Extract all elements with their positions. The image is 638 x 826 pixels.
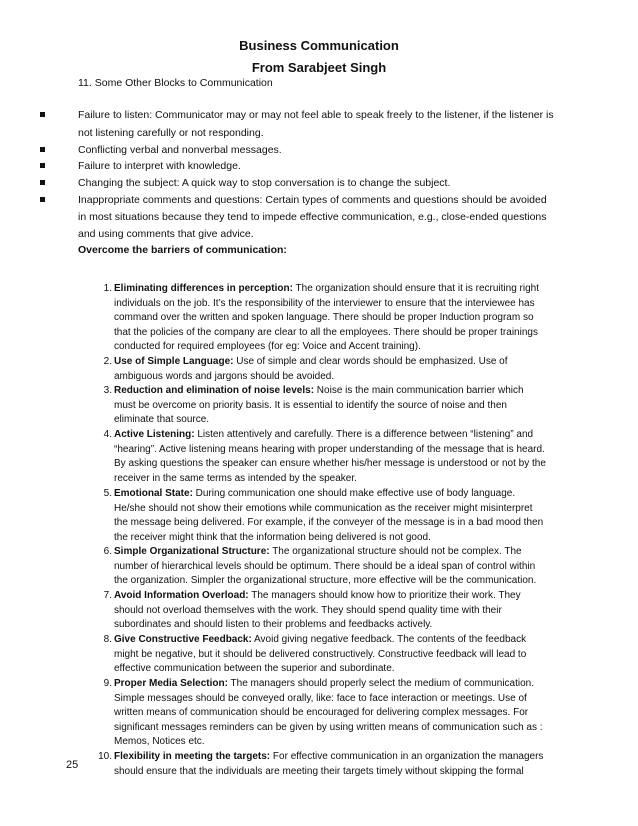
- item-line: should not overload themselves with the work. They should spend quality time with their: [114, 604, 502, 616]
- bullet-text: Changing the subject: A quick way to stop conversation is to change the subject.: [78, 177, 451, 189]
- bullet-text: Conflicting verbal and nonverbal messages.: [78, 144, 282, 156]
- item-number: 1.: [103, 283, 112, 294]
- bullet-text: Failure to interpret with knowledge.: [78, 160, 241, 172]
- item-line: [114, 384, 574, 399]
- square-bullet-icon: [40, 163, 45, 168]
- item-line: individuals on the job. It’s the responsibility of the interviewer to ensure that the interviewee has: [114, 297, 535, 309]
- section-title: 11. Some Other Blocks to Communication: [78, 77, 273, 89]
- item-line: Memos, Notices etc.: [114, 736, 205, 748]
- item-line: [114, 545, 574, 560]
- item-line: should ensure that the individuals are meeting their targets timely without skipping the formal: [114, 765, 524, 777]
- item-body: [114, 677, 574, 750]
- item-title: Give Constructive Feedback:: [114, 634, 252, 645]
- item-text: Avoid giving negative feedback. The contents of the feedback: [251, 634, 527, 645]
- item-body: [114, 384, 574, 428]
- bullet-text: and using comments that give advice.: [78, 228, 254, 240]
- item-body: [114, 355, 574, 384]
- item-line: eliminate that source.: [114, 414, 210, 426]
- item-line: [114, 282, 574, 297]
- overcome-heading: Overcome the barriers of communication:: [78, 244, 287, 256]
- item-text: Listen attentively and carefully. There is a difference between “listening” and: [194, 429, 534, 440]
- item-line: [114, 487, 574, 502]
- square-bullet-icon: [40, 147, 45, 152]
- item-line: the organization. Simpler the organizational structure, more effective will be the communication.: [114, 575, 537, 587]
- item-body: [114, 589, 574, 633]
- item-text: The organizational structure should not be complex. The: [269, 546, 522, 557]
- item-line: [114, 633, 574, 648]
- item-text: Use of simple and clear words should be emphasized. Use of: [233, 356, 508, 367]
- item-text: Noise is the main communication barrier which: [314, 385, 524, 396]
- item-line: the receiver might think that the information being delivered is not good.: [114, 531, 431, 543]
- item-line: might be negative, but it should be delivered constructively. Constructive feedback will lead to: [114, 648, 527, 660]
- item-title: Flexibility in meeting the targets:: [114, 751, 271, 762]
- item-line: command over the written and spoken language. There should be proper Induction program so: [114, 312, 534, 324]
- item-line: By asking questions the speaker can ensure whether his/her message is understood or not by the: [114, 458, 546, 470]
- bullet-text: Failure to listen: Communicator may or may not feel able to speak freely to the listener, if the listener is: [78, 109, 554, 121]
- item-text: During communication one should make effective use of body language.: [192, 488, 516, 499]
- document-subtitle: From Sarabjeet Singh: [251, 60, 387, 75]
- square-bullet-icon: [40, 197, 45, 202]
- item-title: Emotional State:: [114, 488, 193, 499]
- item-title: Avoid Information Overload:: [114, 590, 249, 601]
- item-line: He/she should not show their emotions while communication as the receiver might misinterpret: [114, 502, 533, 514]
- item-title: Use of Simple Language:: [114, 356, 234, 367]
- item-line: Simple messages should be conveyed orally, like: face to face interaction or meetings. Use of: [114, 692, 527, 704]
- item-line: significant messages reminders can be given by using written means of communication such as :: [114, 721, 543, 733]
- item-line: [114, 428, 574, 443]
- item-title: Eliminating differences in perception:: [114, 283, 293, 294]
- item-line: conducted for required employees (for eg: Voice and Accent training).: [114, 341, 421, 353]
- item-line: [114, 589, 574, 604]
- item-number: 2.: [103, 356, 112, 367]
- document-title: Business Communication: [239, 38, 399, 53]
- item-title: Reduction and elimination of noise levels:: [114, 385, 315, 396]
- item-line: number of hierarchical levels should be optimum. There should be a ideal span of control within: [114, 560, 536, 572]
- item-number: 6.: [103, 546, 112, 557]
- item-line: receiver in the same terms as intended by the speaker.: [114, 472, 357, 484]
- item-line: ambiguous words and jargons should be avoided.: [114, 370, 335, 382]
- item-text: The managers should properly select the medium of communication.: [227, 678, 535, 689]
- item-body: [114, 545, 574, 589]
- item-line: [114, 677, 574, 692]
- item-line: [114, 355, 574, 370]
- item-text: For effective communication in an organization the managers: [270, 751, 544, 762]
- item-title: Simple Organizational Structure:: [114, 546, 270, 557]
- item-number: 5.: [103, 488, 112, 499]
- bullet-text: in most situations because they tend to impede effective communication, e.g., close-ended questions: [78, 211, 547, 223]
- item-number: 3.: [103, 385, 112, 396]
- page-number: 25: [66, 759, 79, 771]
- item-body: [114, 633, 574, 677]
- item-line: “hearing”. Active listening means hearing with proper understanding of the message that is heard.: [114, 443, 545, 455]
- item-title: Active Listening:: [114, 429, 195, 440]
- item-line: subordinates and should listen to their problems and feedbacks actively.: [114, 619, 433, 631]
- item-line: written means of communication should be encouraged for delivering complex messages. For: [114, 707, 529, 719]
- item-body: [114, 750, 574, 779]
- item-text: The managers should know how to prioritize their work. They: [248, 590, 521, 601]
- square-bullet-icon: [40, 112, 45, 117]
- item-line: [114, 750, 574, 765]
- item-number: 7.: [103, 590, 112, 601]
- item-text: The organization should ensure that it is recruiting right: [292, 283, 539, 294]
- square-bullet-icon: [40, 180, 45, 185]
- bullet-text: not listening carefully or not responding.: [78, 127, 264, 139]
- item-line: the message being delivered. For example, if the conveyer of the message is in a bad mood then: [114, 517, 544, 529]
- item-line: effective communication between the superior and subordinate.: [114, 663, 395, 675]
- item-number: 10.: [98, 751, 112, 762]
- item-number: 8.: [103, 634, 112, 645]
- item-line: that the policies of the company are clear to all the employees. There should be proper trainings: [114, 326, 538, 338]
- item-number: 9.: [103, 678, 112, 689]
- item-body: [114, 282, 574, 355]
- bullet-text: Inappropriate comments and questions: Certain types of comments and questions should be avoided: [78, 194, 547, 206]
- item-title: Proper Media Selection:: [114, 678, 228, 689]
- item-line: must be overcome on priority basis. It is essential to identify the source of noise and then: [114, 399, 507, 411]
- item-body: [114, 487, 574, 545]
- item-number: 4.: [103, 429, 112, 440]
- item-body: [114, 428, 574, 486]
